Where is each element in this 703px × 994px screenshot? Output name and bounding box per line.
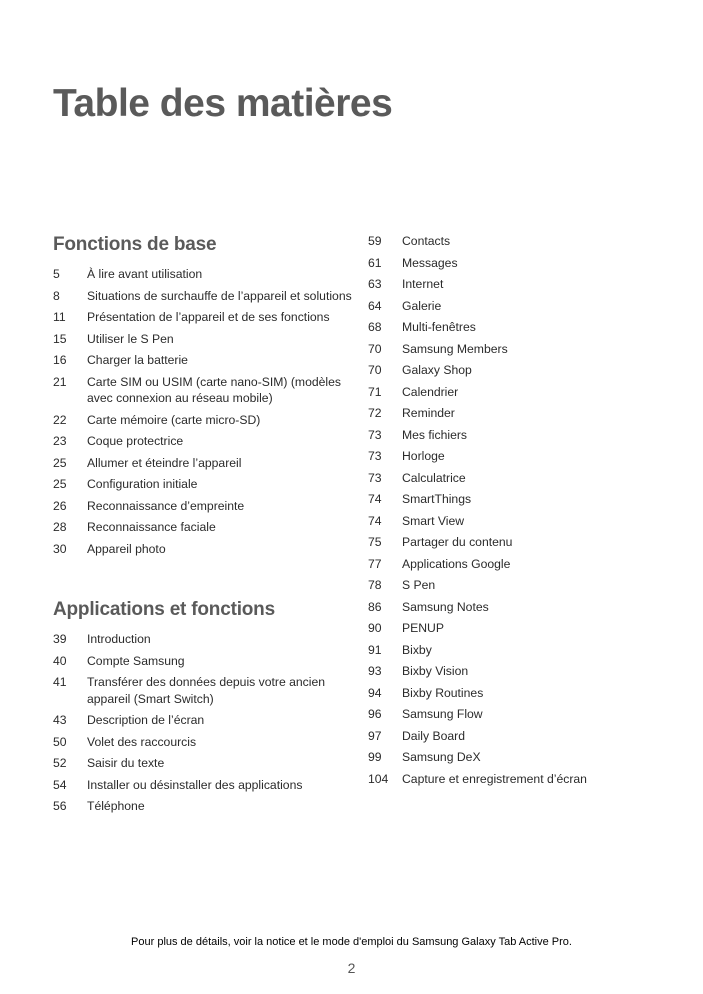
toc-page-number: 15 [53, 331, 67, 346]
section-heading-fonctions-de-base: Fonctions de base [53, 234, 217, 255]
footer-note: Pour plus de détails, voir la notice et le mode d'emploi du Samsung Galaxy Tab Active Pro. [131, 936, 572, 948]
toc-page-number: 43 [53, 713, 67, 727]
toc-entry[interactable] [53, 755, 353, 772]
toc-entry-label: Coque protectrice [87, 434, 184, 448]
toc-entry[interactable] [368, 405, 668, 422]
toc-entry[interactable] [53, 476, 353, 493]
toc-list-fonctions-de-base [53, 266, 353, 557]
toc-page-number: 74 [368, 513, 382, 528]
toc-entry[interactable] [368, 491, 668, 508]
toc-page-number: 75 [368, 535, 382, 549]
toc-entry-label: Reconnaissance faciale [87, 520, 216, 534]
toc-entry[interactable] [368, 685, 668, 702]
toc-entry[interactable] [368, 620, 668, 637]
toc-entry[interactable] [53, 631, 353, 648]
toc-entry-label: Situations de surchauffe de l’appareil et solutions [87, 288, 352, 303]
toc-page-number: 39 [53, 632, 67, 646]
toc-page-number: 25 [53, 455, 67, 470]
toc-entry[interactable] [368, 749, 668, 766]
toc-entry[interactable] [53, 798, 353, 815]
toc-entry-label: Carte mémoire (carte micro-SD) [87, 412, 261, 427]
toc-page-number: 41 [53, 675, 67, 689]
toc-entry-label: Galaxy Shop [402, 363, 472, 377]
toc-page-number: 99 [368, 750, 382, 764]
toc-entry-label: Bixby Vision [402, 664, 469, 678]
toc-entry-label: Reconnaissance d’empreinte [87, 498, 245, 513]
toc-entry[interactable] [53, 519, 353, 536]
toc-entry-label: PENUP [402, 621, 444, 635]
toc-entry[interactable] [368, 319, 668, 336]
toc-page-number: 5 [53, 267, 60, 281]
toc-entry-label: Compte Samsung [87, 653, 185, 668]
toc-right-column [368, 232, 668, 792]
toc-page-number: 16 [53, 353, 67, 367]
toc-entry[interactable] [368, 362, 668, 379]
toc-entry[interactable] [368, 599, 668, 616]
toc-page-number: 77 [368, 556, 382, 571]
toc-entry[interactable] [368, 427, 668, 444]
toc-entry-label: Reminder [402, 406, 455, 420]
toc-entry[interactable] [53, 288, 353, 305]
toc-entry-label: Horloge [402, 449, 445, 463]
toc-entry[interactable] [368, 577, 668, 594]
toc-entry-label: Multi-fenêtres [402, 320, 476, 334]
toc-entry[interactable] [53, 541, 353, 558]
toc-entry[interactable] [368, 642, 668, 659]
toc-page-number: 96 [368, 707, 382, 721]
toc-page-number: 86 [368, 599, 382, 614]
toc-entry[interactable] [368, 470, 668, 487]
page-title: Table des matières [53, 82, 393, 125]
toc-entry[interactable] [368, 298, 668, 315]
toc-page-number: 61 [368, 255, 382, 270]
toc-page-number: 22 [53, 412, 67, 427]
toc-entry-label: S Pen [402, 578, 436, 592]
toc-page-number: 73 [368, 470, 382, 485]
toc-entry[interactable] [368, 556, 668, 573]
toc-entry[interactable] [53, 352, 353, 369]
toc-page-number: 73 [368, 449, 382, 463]
toc-page-number: 26 [53, 498, 67, 513]
toc-entry[interactable] [368, 255, 668, 272]
toc-page-number: 63 [368, 277, 382, 291]
toc-page-number: 64 [368, 298, 382, 313]
toc-page-number: 40 [53, 653, 67, 668]
toc-entry-label: Volet des raccourcis [87, 734, 197, 749]
toc-page-number: 94 [368, 685, 382, 700]
toc-entry[interactable] [53, 433, 353, 450]
toc-entry-label: Charger la batterie [87, 353, 188, 367]
toc-page-number: 28 [53, 520, 67, 534]
toc-page-number: 97 [368, 728, 382, 743]
toc-entry-label: Calculatrice [402, 470, 466, 485]
toc-entry[interactable] [368, 276, 668, 293]
toc-page-number: 59 [368, 234, 382, 248]
toc-entry-label: Description de l’écran [87, 713, 205, 727]
toc-entry[interactable] [53, 734, 353, 751]
toc-entry[interactable] [368, 341, 668, 358]
toc-entry[interactable] [368, 706, 668, 723]
toc-page-number: 74 [368, 492, 382, 506]
toc-entry[interactable] [368, 513, 668, 530]
toc-page-number: 71 [368, 384, 382, 399]
toc-entry-label: Téléphone [87, 799, 145, 813]
toc-entry[interactable] [53, 674, 353, 707]
toc-entry[interactable] [368, 384, 668, 401]
toc-entry-label: À lire avant utilisation [87, 267, 203, 281]
toc-entry[interactable] [368, 663, 668, 680]
toc-entry[interactable] [53, 653, 353, 670]
toc-page-number: 90 [368, 621, 382, 635]
page-number: 2 [347, 960, 356, 976]
toc-page-number: 54 [53, 777, 67, 792]
toc-page-number: 93 [368, 664, 382, 678]
toc-entry[interactable] [368, 233, 668, 250]
toc-entry-label: Partager du contenu [402, 535, 513, 549]
toc-entry[interactable] [53, 309, 353, 326]
toc-page-number: 23 [53, 434, 67, 448]
toc-entry-label: Capture et enregistrement d’écran [402, 771, 587, 786]
toc-entry[interactable] [53, 266, 353, 283]
toc-entry[interactable] [368, 728, 668, 745]
toc-entry-label: Introduction [87, 632, 151, 646]
toc-left-column [53, 232, 353, 820]
toc-entry-label: Présentation de l’appareil et de ses fonctions [87, 310, 330, 324]
toc-entry[interactable] [53, 412, 353, 429]
toc-entry-label: Bixby [402, 642, 432, 657]
toc-entry[interactable] [53, 498, 353, 515]
toc-entry-label: Samsung Members [402, 341, 508, 356]
toc-page-number: 50 [53, 734, 67, 749]
toc-page-number: 70 [368, 363, 382, 377]
toc-entry-label: Samsung Notes [402, 599, 489, 614]
toc-entry-label: Allumer et éteindre l’appareil [87, 455, 242, 470]
toc-entry-label: Daily Board [402, 728, 465, 743]
toc-entry[interactable] [53, 374, 353, 407]
toc-entry[interactable] [368, 534, 668, 551]
toc-entry-label: Mes fichiers [402, 427, 468, 442]
toc-entry-label: Messages [402, 255, 458, 270]
toc-entry[interactable] [53, 777, 353, 794]
toc-entry-label: Installer ou désinstaller des applications [87, 777, 303, 792]
toc-entry-label: Appareil photo [87, 541, 166, 556]
toc-entry-label: Saisir du texte [87, 756, 165, 770]
toc-entry-label: Samsung DeX [402, 750, 481, 764]
toc-page-number: 68 [368, 320, 382, 334]
toc-entry-label: Carte SIM ou USIM (carte nano-SIM) (modèles avec connexion au réseau mobile) [87, 374, 341, 405]
toc-entry[interactable] [368, 448, 668, 465]
toc-page-number: 30 [53, 541, 67, 556]
toc-entry[interactable] [368, 771, 668, 788]
toc-entry[interactable] [53, 331, 353, 348]
toc-list-right [368, 233, 668, 787]
toc-page-number: 70 [368, 341, 382, 356]
toc-entry-label: Galerie [402, 298, 442, 313]
toc-page-number: 52 [53, 756, 67, 770]
toc-entry-label: Calendrier [402, 384, 459, 399]
toc-page-number: 104 [368, 771, 389, 786]
toc-page-number: 8 [53, 288, 60, 303]
toc-entry[interactable] [53, 455, 353, 472]
toc-entry-label: Transférer des données depuis votre ancien appareil (Smart Switch) [87, 675, 326, 706]
toc-page-number: 21 [53, 374, 67, 389]
toc-page-number: 72 [368, 406, 382, 420]
toc-page-number: 73 [368, 427, 382, 442]
toc-entry-label: Samsung Flow [402, 707, 483, 721]
toc-entry-label: Internet [402, 277, 444, 291]
toc-page-number: 56 [53, 799, 67, 813]
toc-page-number: 25 [53, 477, 67, 491]
toc-page-number: 78 [368, 578, 382, 592]
toc-page-number: 11 [53, 310, 66, 324]
toc-entry-label: Utiliser le S Pen [87, 331, 174, 346]
toc-entry[interactable] [53, 712, 353, 729]
toc-entry-label: Bixby Routines [402, 685, 484, 700]
toc-entry-label: Contacts [402, 234, 451, 248]
toc-entry-label: SmartThings [402, 492, 472, 506]
toc-page-number: 91 [368, 642, 382, 657]
toc-entry-label: Smart View [402, 513, 465, 528]
toc-entry-label: Applications Google [402, 556, 511, 571]
section-heading-applications-et-fonctions: Applications et fonctions [53, 599, 275, 620]
toc-entry-label: Configuration initiale [87, 477, 198, 491]
toc-list-applications-et-fonctions [53, 631, 353, 815]
